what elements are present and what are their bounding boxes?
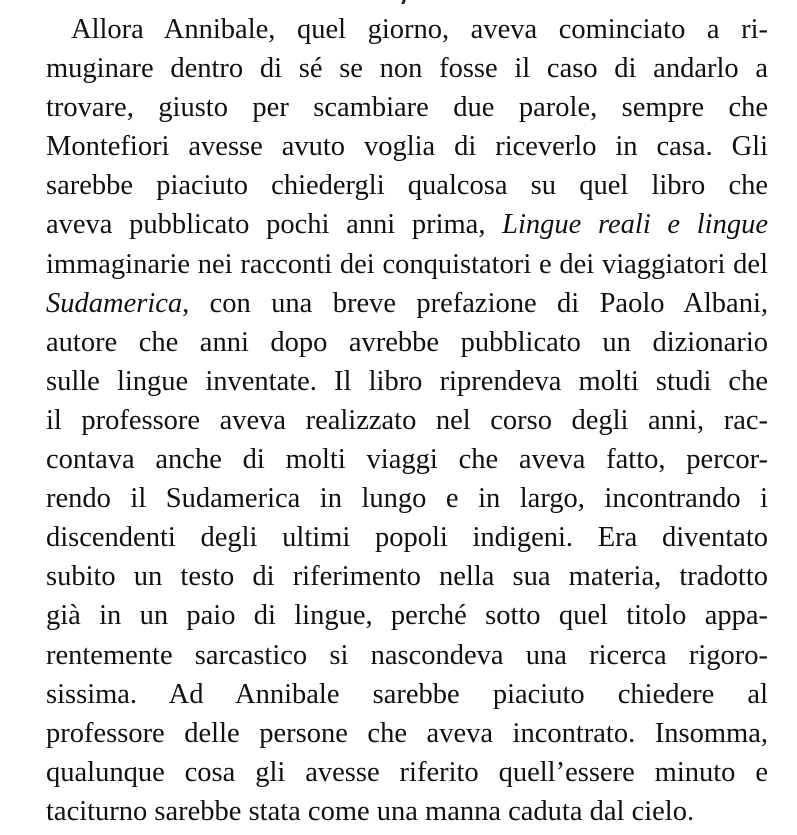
book-title-italic-part-2: immaginarie nei racconti dei conquistatori e dei viaggiatori del bbox=[46, 248, 768, 280]
text-line-8-roman: , con una breve prefazione di Paolo Albani, bbox=[182, 287, 768, 319]
text-line-21: taciturno sarebbe stata come una manna caduta dal cielo. bbox=[46, 795, 695, 827]
text-line-3: trovare, giusto per scambiare due parole, sempre che bbox=[46, 92, 768, 124]
text-line-12: contava anche di molti viaggi che aveva fatto, percor- bbox=[46, 444, 768, 476]
text-line-18: sissima. Ad Annibale sarebbe piaciuto chiedere al bbox=[46, 678, 768, 710]
text-line-1: Allora Annibale, quel giorno, aveva cominciato a ri- bbox=[71, 14, 768, 45]
text-line-10: sulle lingue inventate. Il libro riprendeva molti studi che bbox=[46, 365, 768, 397]
text-line-11: il professore aveva realizzato nel corso degli anni, rac- bbox=[46, 404, 768, 436]
text-line-17: rentemente sarcastico si nascondeva una ricerca rigoro- bbox=[46, 639, 768, 671]
text-line-14: discendenti degli ultimi popoli indigeni. Era diventato bbox=[46, 522, 768, 554]
stray-ink-mark bbox=[401, 0, 405, 4]
text-line-4: Montefiori avesse avuto voglia di riceverlo in casa. Gli bbox=[46, 131, 768, 163]
text-line-9: autore che anni dopo avrebbe pubblicato un dizionario bbox=[46, 326, 768, 358]
text-line-16: già in un paio di lingue, perché sotto quel titolo appa- bbox=[46, 600, 768, 632]
text-line-6-roman: aveva pubblicato pochi anni prima, bbox=[46, 209, 486, 241]
text-line-19: professore delle persone che aveva incontrato. Insomma, bbox=[46, 717, 768, 749]
text-line-2: muginare dentro di sé se non fosse il caso di andarlo a bbox=[46, 53, 768, 85]
text-line-15: subito un testo di riferimento nella sua materia, tradotto bbox=[46, 561, 768, 593]
text-line-8 bbox=[46, 284, 768, 323]
text-line-6 bbox=[46, 205, 768, 244]
body-paragraph bbox=[46, 10, 768, 831]
text-line-5: sarebbe piaciuto chiedergli qualcosa su quel libro che bbox=[46, 170, 768, 202]
book-title-italic-part-3: Sudamerica bbox=[46, 287, 183, 319]
text-line-20: qualunque cosa gli avesse riferito quell’essere minuto e bbox=[46, 756, 768, 788]
text-line-13: rendo il Sudamerica in lungo e in largo, incontrando i bbox=[46, 483, 768, 515]
book-title-italic-part-1: Lingue reali e lingue bbox=[502, 209, 768, 241]
